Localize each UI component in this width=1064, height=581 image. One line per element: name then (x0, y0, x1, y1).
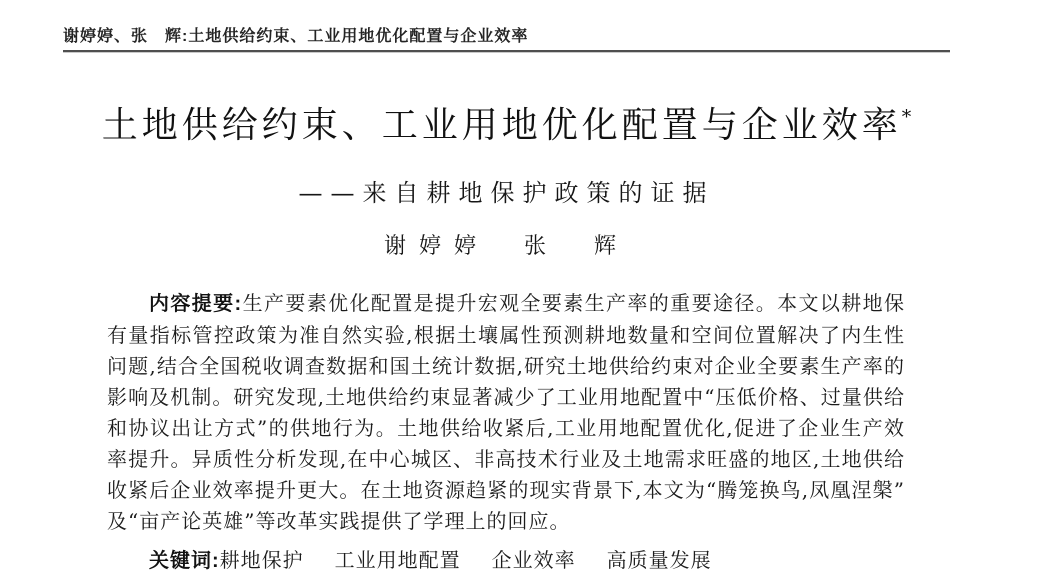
keywords-label: 关键词: (149, 550, 220, 572)
keyword-item: 高质量发展 (606, 548, 712, 572)
paper-title-text: 土地供给约束、工业用地优化配置与企业效率 (101, 105, 902, 146)
keywords-line (107, 545, 905, 576)
paper-subtitle: ——来自耕地保护政策的证据 (298, 179, 715, 207)
keyword-item: 工业用地配置 (334, 548, 461, 572)
paper-title (63, 94, 950, 149)
keyword-item: 企业效率 (491, 548, 576, 572)
abstract-paragraph (107, 288, 905, 537)
running-head: 谢婷婷、张 辉:土地供给约束、工业用地优化配置与企业效率 (63, 28, 529, 45)
header-rule (63, 50, 950, 53)
abstract-text: 生产要素优化配置是提升宏观全要素生产率的重要途径。本文以耕地保有量指标管控政策为准自然实验,根据土壤属性预测耕地数量和空间位置解决了内生性问题,结合全国税收调查数据和国土统计数据,研究土地供给约束对企业全要素生产率的影响及机制。研究发现,土地供给约束显著减少了工业用地配置中“压低价格、过量供给和协议出让方式”的供地行为。土地供给收紧后,工业用地配置优化,促进了企业生产效率提升。异质性分析发现,在中心城区、非高技术行业及土地需求旺盛的地区,土地供给收紧后企业效率提升更大。在土地资源趋紧的现实背景下,本文为“腾笼换鸟,凤凰涅槃”及“亩产论英雄”等改革实践提供了学理上的回应。 (107, 291, 905, 533)
keyword-item: 耕地保护 (219, 548, 304, 572)
title-footnote-marker: * (901, 106, 912, 128)
abstract-label: 内容提要: (149, 293, 243, 315)
authors-line: 谢婷婷 张 辉 (383, 234, 629, 259)
